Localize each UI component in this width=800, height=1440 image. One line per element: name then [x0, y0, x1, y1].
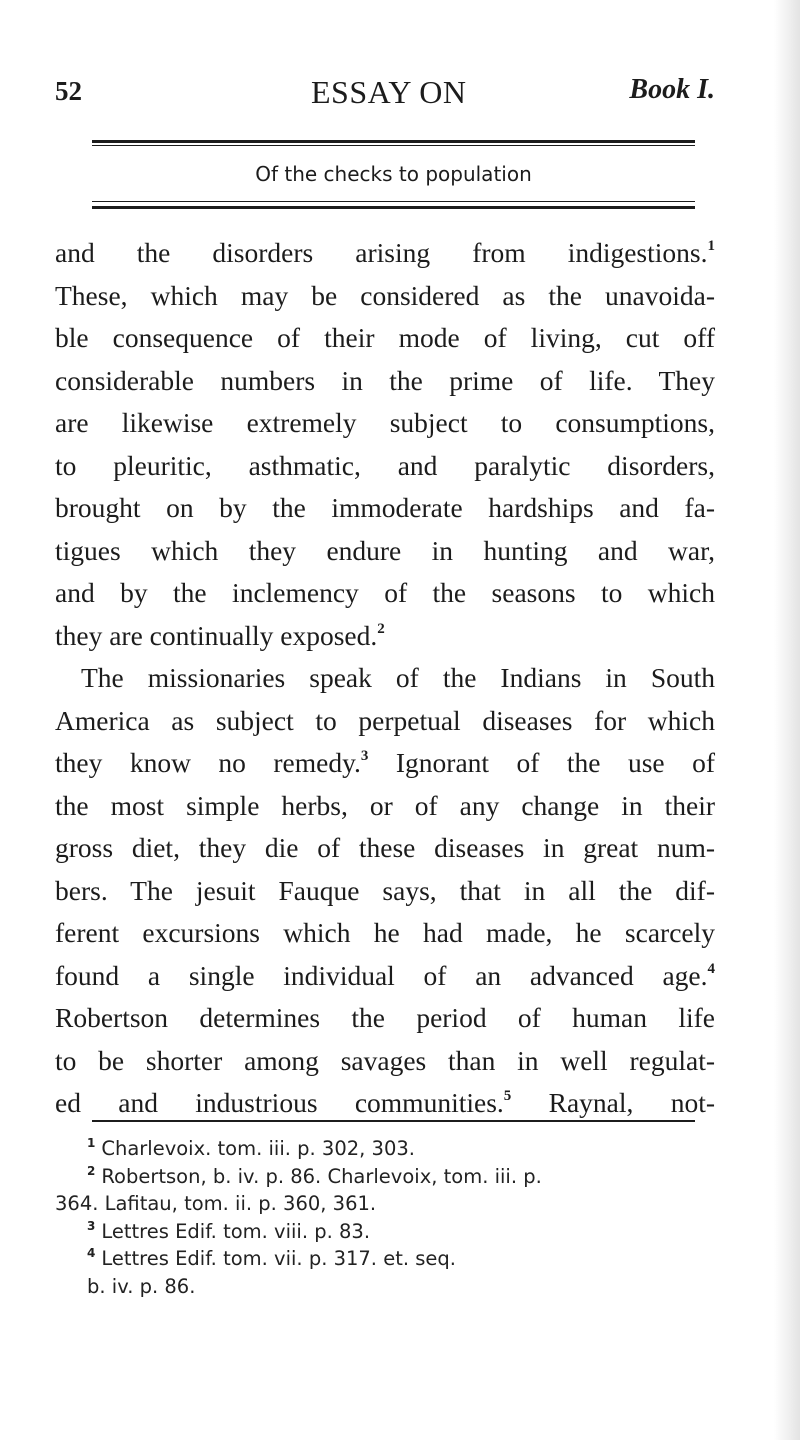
footnotes	[55, 1135, 715, 1300]
footnote-ref: 4	[707, 960, 715, 977]
text-line: found a single individual of an advanced age.$^4$	[55, 959, 715, 991]
text-line: they know no remedy.$^3$ Ignorant of the use of	[55, 747, 715, 778]
footnote-mark: 2	[87, 1163, 96, 1178]
page-edge-shadow	[774, 0, 800, 1440]
footnote: $^2$ Robertson, b. iv. p. 86. Charlevoix, tom. iii. p.	[87, 1163, 542, 1188]
footnote: $^4$ Lettres Edif. tom. vii. p. 317. et. seq.	[87, 1246, 456, 1270]
footnote: $^1$ Charlevoix. tom. iii. p. 302, 303.	[87, 1136, 415, 1160]
footnote-ref: 3	[360, 748, 369, 764]
footnote-ref: 1	[707, 238, 715, 254]
body-text	[55, 232, 715, 1125]
text-line: they are continually exposed.$^2$	[55, 619, 385, 651]
heading-rule-top	[92, 140, 695, 146]
text-line: bers. The jesuit Fauque says, that in all the dif-	[55, 874, 715, 906]
text-line: to be shorter among savages than in well regulat-	[55, 1044, 715, 1076]
text-line: gross diet, they die of these diseases in great num-	[55, 832, 715, 863]
footnote-continuation: 364. Lafitau, tom. ii. p. 360, 361.	[55, 1192, 377, 1215]
footnote-mark: 4	[87, 1246, 96, 1260]
text-line: are likewise extremely subject to consumptions,	[55, 407, 715, 438]
text-line: considerable numbers in the prime of life. They	[55, 364, 715, 396]
chapter-heading: Of the checks to population	[255, 162, 532, 186]
page-number: 52	[55, 76, 82, 106]
text-line: and by the inclemency of the seasons to which	[55, 577, 715, 608]
text-line: America as subject to perpetual diseases for which	[55, 704, 715, 736]
text-line: ble consequence of their mode of living, cut off	[55, 322, 715, 353]
text-line: ferent excursions which he had made, he scarcely	[55, 917, 715, 948]
running-title: ESSAY ON	[311, 74, 467, 110]
heading-rule-bottom	[92, 201, 695, 209]
running-section: Book I.	[629, 74, 715, 105]
footnote-rule	[92, 1120, 695, 1122]
footnote-mark: 1	[87, 1136, 96, 1150]
text-line: the most simple herbs, or of any change in their	[55, 789, 715, 821]
footnote-ref: 2	[377, 620, 385, 637]
text-line: These, which may be considered as the unavoida-	[55, 279, 715, 311]
text-line: and the disorders arising from indigestions.$^1$	[55, 237, 715, 268]
text-line: Robertson determines the period of human life	[55, 1002, 715, 1033]
text-line: ed and industrious communities.$^5$ Raynal, not-	[55, 1087, 715, 1118]
footnote-continuation: b. iv. p. 86.	[87, 1274, 196, 1298]
text-line: tigues which they endure in hunting and war,	[55, 534, 715, 566]
text-line: to pleuritic, asthmatic, and paralytic disorders,	[55, 449, 715, 481]
footnote-ref: 5	[503, 1088, 512, 1104]
text-line: brought on by the immoderate hardships and fa-	[55, 492, 715, 523]
footnote: $^3$ Lettres Edif. tom. viii. p. 83.	[87, 1218, 371, 1243]
footnote-mark: 3	[87, 1218, 96, 1233]
running-head	[55, 70, 715, 118]
text-line: The missionaries speak of the Indians in South	[81, 662, 715, 693]
